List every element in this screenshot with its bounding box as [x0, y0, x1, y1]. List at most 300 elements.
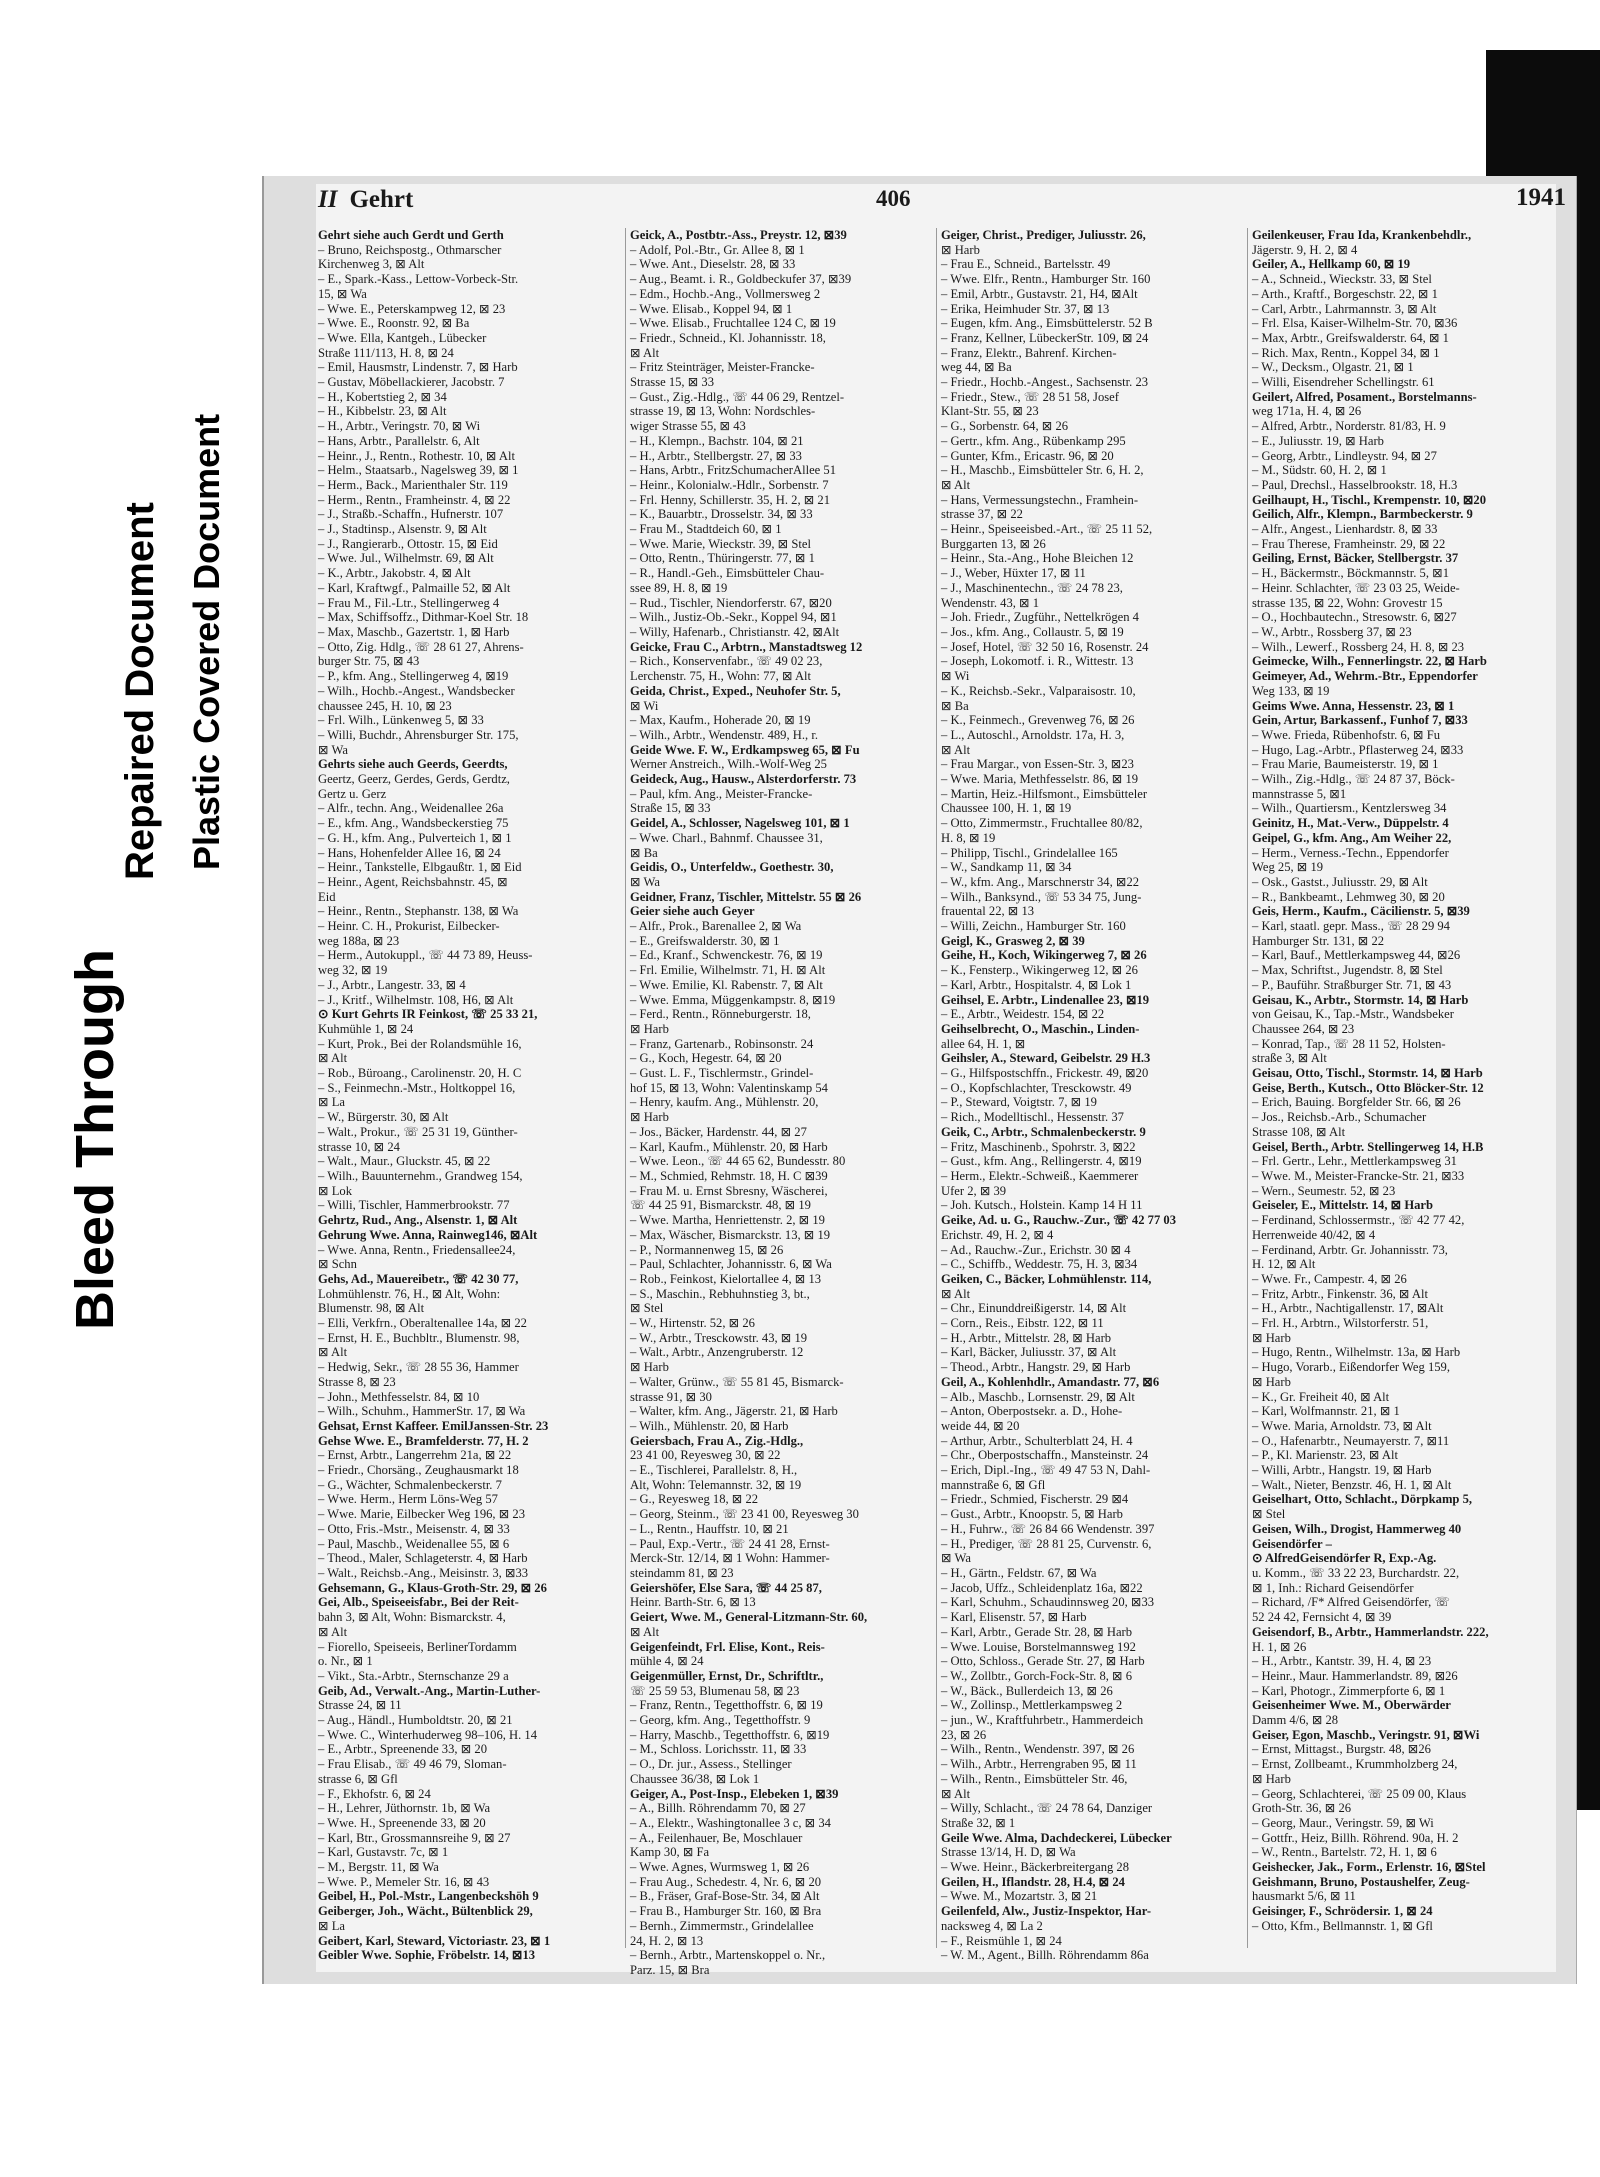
directory-entry: Geigenfeindt, Frl. Elise, Kont., Reis-: [630, 1639, 825, 1654]
directory-entry: – H., Arbtr., Stellbergstr. 27, ⊠ 33: [630, 448, 802, 463]
directory-entry: – Heinr., Kolonialw.-Hdlr., Sorbenstr. 7: [630, 477, 829, 492]
directory-entry: – W., Decksm., Olgastr. 21, ⊠ 1: [1252, 360, 1414, 375]
directory-entry: – Rob., Feinkost, Kielortallee 4, ⊠ 13: [630, 1271, 822, 1286]
directory-entry: – Rob., Büroang., Carolinenstr. 20, H. C: [318, 1066, 522, 1081]
directory-entry: – Aug., Beamt. i. R., Goldbeckufer 37, ⊠39: [630, 272, 852, 287]
directory-entry: Geike, Ad. u. G., Rauchw.-Zur., ☏ 42 77 03: [941, 1213, 1177, 1228]
directory-entry: weg 171a, H. 4, ⊠ 26: [1252, 404, 1362, 419]
directory-entry: – Theod., Arbtr., Hangstr. 29, ⊠ Harb: [941, 1360, 1131, 1375]
directory-entry: Gehse Wwe. E., Bramfelderstr. 77, H. 2: [318, 1433, 529, 1448]
directory-entry: – Willi, Eisendreher Schellingstr. 61: [1252, 375, 1435, 390]
directory-entry: strasse 10, ⊠ 24: [318, 1139, 400, 1154]
directory-entry: – Fiorello, Speiseeis, BerlinerTordamm: [318, 1639, 517, 1654]
directory-entry: Heinr. Barth-Str. 6, ⊠ 13: [630, 1595, 756, 1610]
directory-entry: H. 8, ⊠ 19: [941, 830, 996, 845]
directory-entry: ⊠ Lok: [318, 1183, 352, 1198]
directory-entry: 52 24 42, Fernsicht 4, ⊠ 39: [1252, 1610, 1392, 1625]
directory-entry: – Wwe. Maria, Arnoldstr. 73, ⊠ Alt: [1252, 1418, 1432, 1433]
directory-entry: – Bernh., Arbtr., Martenskoppel o. Nr.,: [630, 1948, 826, 1963]
directory-entry: Geick, A., Postbtr.-Ass., Preystr. 12, ⊠39: [630, 228, 847, 242]
directory-entry: – Walt., Reichsb.-Ang., Meisinstr. 3, ⊠33: [318, 1565, 529, 1580]
directory-entry: Gei, Alb., Speiseeisfabr., Bei der Reit-: [318, 1595, 519, 1610]
directory-entry: strasse 91, ⊠ 30: [630, 1389, 712, 1404]
directory-entry: – Frl. Gertr., Lehr., Mettlerkampsweg 31: [1252, 1154, 1457, 1169]
directory-entry: – Herm., Back., Marienthaler Str. 119: [318, 477, 508, 492]
directory-entry: Geier siehe auch Geyer: [630, 904, 755, 919]
directory-entry: – E., Arbtr., Weidestr. 154, ⊠ 22: [941, 1007, 1105, 1022]
directory-entry: – Wwe. M., Mozartstr. 3, ⊠ 21: [941, 1889, 1098, 1904]
directory-entry: – Wwe. E., Peterskampweg 12, ⊠ 23: [318, 301, 506, 316]
directory-entry: – Alfr., Angest., Lienhardstr. 8, ⊠ 33: [1252, 522, 1438, 537]
directory-entry: ⊠ Harb: [1252, 1330, 1291, 1345]
directory-entry: – Heinr. Schlachter, ☏ 23 03 25, Weide-: [1252, 580, 1460, 595]
directory-entry: hof 15, ⊠ 13, Wohn: Valentinskamp 54: [630, 1080, 828, 1095]
directory-entry: Erichstr. 49, H. 2, ⊠ 4: [941, 1227, 1054, 1242]
directory-entry: – Gust., kfm. Ang., Rellingerstr. 4, ⊠19: [941, 1154, 1142, 1169]
directory-entry: ⊠ Alt: [630, 1624, 660, 1639]
directory-entry: u. Komm., ☏ 33 22 23, Burchardstr. 22,: [1252, 1565, 1460, 1580]
directory-entry: – Frau M., Fil.-Ltr., Stellingerweg 4: [318, 595, 500, 610]
directory-entry: – Ed., Kranf., Schwenckestr. 76, ⊠ 19: [630, 948, 823, 963]
directory-entry: – Wilh., Justiz-Ob.-Sekr., Koppel 94, ⊠1: [630, 610, 837, 625]
directory-entry: Chaussee 264, ⊠ 23: [1252, 1021, 1355, 1036]
directory-entry: Geiberger, Joh., Wächt., Bültenblick 29,: [318, 1904, 533, 1919]
directory-entry: – O., Dr. jur., Assess., Stellinger: [630, 1757, 792, 1772]
directory-entry: strasse 19, ⊠ 13, Wohn: Nordschles-: [630, 404, 816, 419]
directory-entry: – G., Hilfspostschffn., Frickestr. 49, ⊠20: [941, 1066, 1149, 1081]
directory-entry: Ufer 2, ⊠ 39: [941, 1183, 1007, 1198]
directory-entry: – Rich., Konservenfabr., ☏ 49 02 23,: [630, 654, 823, 669]
directory-entry: – Franz, Elektr., Bahrenf. Kirchen-: [941, 345, 1117, 360]
directory-entry: Geertz, Geerz, Gerdes, Gerds, Gerdtz,: [318, 772, 510, 787]
directory-entry: – Karl, Gustavstr. 7c, ⊠ 1: [318, 1845, 449, 1860]
directory-entry: ⊠ Alt: [630, 345, 660, 360]
directory-entry: Wendenstr. 43, ⊠ 1: [941, 595, 1040, 610]
directory-entry: Straße 111/113, H. 8, ⊠ 24: [318, 345, 454, 360]
directory-entry: Geiler, A., Hellkamp 60, ⊠ 19: [1252, 257, 1411, 272]
directory-entry: – Vikt., Sta.-Arbtr., Sternschanze 29 a: [318, 1668, 509, 1683]
directory-entry: – Hans, Arbtr., FritzSchumacherAllee 51: [630, 463, 837, 478]
directory-entry: – Hedwig, Sekr., ☏ 28 55 36, Hammer: [318, 1360, 519, 1375]
directory-entry: – Hugo, Lag.-Arbtr., Pflasterweg 24, ⊠33: [1252, 742, 1464, 757]
directory-entry: – Heinr. C. H., Prokurist, Eilbecker-: [318, 919, 500, 934]
directory-entry: – K., Fensterp., Wikingerweg 12, ⊠ 26: [941, 963, 1138, 978]
directory-entry: – Georg, Maur., Veringstr. 59, ⊠ Wi: [1252, 1815, 1434, 1830]
page-number: 406: [876, 186, 911, 211]
directory-entry: – Gottfr., Heiz, Billh. Röhrend. 90a, H. 2: [1252, 1830, 1459, 1845]
directory-entry: ⊠ Alt: [318, 1624, 348, 1639]
directory-entry: – Fritz, Arbtr., Finkenstr. 36, ⊠ Alt: [1252, 1286, 1429, 1301]
directory-entry: – Rud., Tischler, Niendorferstr. 67, ⊠20: [630, 595, 832, 610]
directory-entry: – Frau Therese, Framheinstr. 29, ⊠ 22: [1252, 536, 1446, 551]
section-numeral: II: [318, 186, 338, 213]
directory-entry: Geisendörfer –: [1252, 1536, 1332, 1551]
directory-entry: – Paul, Drechsl., Hasselbrookstr. 18, H.3: [1252, 477, 1458, 492]
directory-entry: Geideck, Aug., Hausw., Alsterdorferstr. 73: [630, 772, 857, 787]
directory-entry: Alt, Wohn: Telemannstr. 32, ⊠ 19: [630, 1477, 802, 1492]
directory-entry: Geisau, Otto, Tischl., Stormstr. 14, ⊠ Harb: [1252, 1066, 1483, 1081]
directory-entry: – E., Spark.-Kass., Lettow-Vorbeck-Str.: [318, 272, 519, 287]
directory-entry: – Gust., Zig.-Hdlg., ☏ 44 06 29, Rentzel-: [630, 389, 845, 404]
directory-entry: – W., Zollinsp., Mettlerkampsweg 2: [941, 1698, 1123, 1713]
directory-entry: – jun., W., Kraftfuhrbetr., Hammerdeich: [941, 1713, 1144, 1728]
directory-entry: steindamm 81, ⊠ 23: [630, 1565, 734, 1580]
directory-entry: – H., Arbtr., Kantstr. 39, H. 4, ⊠ 23: [1252, 1654, 1432, 1669]
directory-entry: – J., Weber, Hüxter 17, ⊠ 11: [941, 566, 1086, 581]
directory-entry: – Alfr., techn. Ang., Weidenallee 26a: [318, 801, 504, 816]
directory-entry: – Erich, Dipl.-Ing., ☏ 49 47 53 N, Dahl-: [941, 1463, 1151, 1478]
directory-entry: – Friedr., Schneid., Kl. Johannisstr. 18,: [630, 330, 826, 345]
directory-entry: burger Str. 75, ⊠ 43: [318, 654, 420, 669]
directory-entry: – Gust., Arbtr., Knoopstr. 5, ⊠ Harb: [941, 1507, 1123, 1522]
directory-entry: allee 64, H. 1, ⊠: [941, 1036, 1026, 1051]
directory-entry: – Erika, Heimhuder Str. 37, ⊠ 13: [941, 301, 1110, 316]
directory-entry: ⊠ Harb: [630, 1360, 669, 1375]
directory-entry: – Helm., Staatsarb., Nagelsweg 39, ⊠ 1: [318, 463, 519, 478]
directory-entry: – Heinr., Agent, Reichsbahnstr. 45, ⊠: [318, 874, 508, 889]
directory-entry: Geiser, Egon, Maschb., Veringstr. 91, ⊠Wi: [1252, 1727, 1480, 1742]
directory-entry: ⊠ Alt: [941, 1286, 971, 1301]
directory-entry: Geiert, Wwe. M., General-Litzmann-Str. 60,: [630, 1610, 868, 1625]
directory-entry: – Wwe. Marie, Eilbecker Weg 196, ⊠ 23: [318, 1507, 526, 1522]
directory-entry: – Wwe. Elfr., Rentn., Hamburger Str. 160: [941, 272, 1151, 287]
directory-entry: – Wwe. Emma, Müggenkampstr. 8, ⊠19: [630, 992, 836, 1007]
directory-entry: mühle 4, ⊠ 24: [630, 1654, 704, 1669]
directory-entry: Geisen, Wilh., Drogist, Hammerweg 40: [1252, 1521, 1462, 1536]
directory-entry: – Friedr., Hochb.-Angest., Sachsenstr. 23: [941, 375, 1149, 390]
directory-entry: – Frau M., Stadtdeich 60, ⊠ 1: [630, 522, 782, 537]
repaired-document-label: Repaired Document: [118, 502, 162, 880]
directory-entry: – J., Straßb.-Schaffn., Hufnerstr. 107: [318, 507, 504, 522]
directory-entry: Geinitz, H., Mat.-Verw., Düppelstr. 4: [1252, 816, 1449, 831]
directory-entry: – Walt., Nieter, Benzstr. 46, H. 1, ⊠ Alt: [1252, 1477, 1452, 1492]
directory-entry: Damm 4/6, ⊠ 28: [1252, 1713, 1339, 1728]
directory-entry: – O., Hafenarbtr., Neumayerstr. 7, ⊠11: [1252, 1433, 1450, 1448]
directory-entry: Gehs, Ad., Mauereibetr., ☏ 42 30 77,: [318, 1271, 519, 1286]
directory-entry: – Rich., Modelltischl., Hessenstr. 37: [941, 1110, 1124, 1125]
directory-entry: – Wwe. Frieda, Rübenhofstr. 6, ⊠ Fu: [1252, 727, 1441, 742]
directory-entry: – E., Greifswalderstr. 30, ⊠ 1: [630, 933, 780, 948]
directory-entry: – K., Gr. Freiheit 40, ⊠ Alt: [1252, 1389, 1390, 1404]
directory-entry: – Georg, Steinm., ☏ 23 41 00, Reyesweg 30: [630, 1507, 859, 1522]
directory-entry: Geidel, A., Schlosser, Nagelsweg 101, ⊠ 1: [630, 816, 850, 831]
directory-entry: bahn 3, ⊠ Alt, Wohn: Bismarckstr. 4,: [318, 1610, 506, 1625]
page-body: [316, 184, 1566, 1977]
directory-entry: – A., Elektr., Washingtonallee 3 c, ⊠ 34: [630, 1815, 831, 1830]
directory-entry: – Frau Margar., von Essen-Str. 3, ⊠23: [941, 757, 1134, 772]
directory-entry: hausmarkt 5/6, ⊠ 11: [1252, 1889, 1356, 1904]
directory-entry: Geil, A., Kohlenhdlr., Amandastr. 77, ⊠6: [941, 1374, 1160, 1389]
directory-entry: Werner Anstreich., Wilh.-Wolf-Weg 25: [630, 757, 827, 772]
directory-entry: – M., Südstr. 60, H. 2, ⊠ 1: [1252, 463, 1387, 478]
directory-entry: straße 3, ⊠ Alt: [1252, 1051, 1327, 1066]
directory-entry: Geilert, Alfred, Posament., Borstelmanns-: [1252, 389, 1477, 404]
directory-entry: Geik, C., Arbtr., Schmalenbeckerstr. 9: [941, 1124, 1146, 1139]
directory-entry: Chaussee 100, H. 1, ⊠ 19: [941, 801, 1072, 816]
directory-entry: weg 32, ⊠ 19: [318, 963, 388, 978]
directory-entry: Geib, Ad., Verwalt.-Ang., Martin-Luther-: [318, 1683, 541, 1698]
directory-entry: – H., Maschb., Eimsbütteler Str. 6, H. 2,: [941, 463, 1144, 478]
bleed-through-label: Bleed Through: [65, 949, 125, 1330]
directory-entry: – Wwe. Anna, Rentn., Friedensallee24,: [318, 1242, 516, 1257]
directory-entry: – K., Arbtr., Jakobstr. 4, ⊠ Alt: [318, 566, 471, 581]
directory-entry: Strasse 13/14, H. D, ⊠ Wa: [941, 1845, 1076, 1860]
directory-entry: Blumenstr. 98, ⊠ Alt: [318, 1301, 425, 1316]
directory-entry: – Ferdinand, Schlossermstr., ☏ 42 77 42,: [1252, 1213, 1465, 1228]
directory-entry: 23 41 00, Reyesweg 30, ⊠ 22: [630, 1448, 781, 1463]
directory-entry: strasse 6, ⊠ Gfl: [318, 1771, 398, 1786]
directory-entry: – O., Hochbautechn., Stresowstr. 6, ⊠27: [1252, 610, 1457, 625]
directory-entry: Kamp 30, ⊠ Fa: [630, 1845, 710, 1860]
directory-entry: Geishecker, Jak., Form., Erlenstr. 16, ⊠Stel: [1252, 1860, 1486, 1875]
directory-entry: Geimecke, Wilh., Fennerlingstr. 22, ⊠ Harb: [1252, 654, 1487, 669]
directory-entry: – J., Maschinentechn., ☏ 24 78 23,: [941, 580, 1123, 595]
directory-entry: – Georg, kfm. Ang., Tegetthoffstr. 9: [630, 1713, 811, 1728]
year: 1941: [1516, 184, 1566, 211]
directory-entry: Hamburger Str. 131, ⊠ 22: [1252, 933, 1385, 948]
directory-entry: – G., Sorbenstr. 64, ⊠ 26: [941, 419, 1069, 434]
header-name: Gehrt: [349, 186, 414, 213]
column-rule: [625, 228, 626, 1948]
directory-entry: weg 188a, ⊠ 23: [318, 933, 400, 948]
directory-entry: – Wilh., Zig.-Hdlg., ☏ 24 87 37, Böck-: [1252, 772, 1455, 787]
directory-entry: – Herm., Autokuppl., ☏ 44 73 89, Heuss-: [318, 948, 533, 963]
directory-entry: – Willi, Buchdr., Ahrensburger Str. 175,: [318, 727, 519, 742]
directory-entry: – Alb., Maschb., Lornsenstr. 29, ⊠ Alt: [941, 1389, 1135, 1404]
directory-entry: – Frau M. u. Ernst Sbresny, Wäscherei,: [630, 1183, 828, 1198]
directory-entry: – Franz, Kellner, LübeckerStr. 109, ⊠ 24: [941, 330, 1149, 345]
directory-entry: – Willy, Schlacht., ☏ 24 78 64, Danziger: [941, 1801, 1153, 1816]
directory-entry: – Ernst, Arbtr., Langerrehm 21a, ⊠ 22: [318, 1448, 512, 1463]
directory-entry: – Frau E., Schneid., Bartelsstr. 49: [941, 257, 1111, 272]
directory-entry: Geigl, K., Grasweg 2, ⊠ 39: [941, 933, 1085, 948]
directory-entry: – Gustav, Möbellackierer, Jacobstr. 7: [318, 375, 505, 390]
directory-entry: – Franz, Gartenarb., Robinsonstr. 24: [630, 1036, 814, 1051]
directory-entry: – Ferd., Rentn., Rönneburgerstr. 18,: [630, 1007, 811, 1022]
scan-edge-top-right: [1486, 50, 1600, 178]
directory-entry: – Carl, Arbtr., Lahrmannstr. 3, ⊠ Alt: [1252, 301, 1437, 316]
directory-entry: ⊙ Kurt Gehrts IR Feinkost, ☏ 25 33 21,: [318, 1007, 538, 1022]
directory-entry: ⊠ La: [318, 1095, 345, 1110]
directory-entry: chaussee 245, H. 10, ⊠ 23: [318, 698, 452, 713]
directory-entry: Geishmann, Bruno, Postaushelfer, Zeug-: [1252, 1874, 1470, 1889]
column-2: [630, 228, 928, 1977]
directory-entry: strasse 37, ⊠ 22: [941, 507, 1023, 522]
directory-entry: – Josef, Hotel, ☏ 32 50 16, Rosenstr. 24: [941, 639, 1149, 654]
directory-entry: Geimeyer, Ad., Wehrm.-Btr., Eppendorfer: [1252, 669, 1478, 684]
directory-entry: – A., Schneid., Wieckstr. 33, ⊠ Stel: [1252, 272, 1432, 287]
directory-entry: – H., Arbtr., Mittelstr. 28, ⊠ Harb: [941, 1330, 1112, 1345]
directory-entry: – Wwe. Leon., ☏ 44 65 62, Bundesstr. 80: [630, 1154, 846, 1169]
directory-entry: ⊠ Alt: [941, 1786, 971, 1801]
running-head: [318, 186, 413, 214]
directory-entry: – Heinr., Rentn., Stephanstr. 138, ⊠ Wa: [318, 904, 519, 919]
directory-entry: – Heinr., J., Rentn., Rothestr. 10, ⊠ Alt: [318, 448, 516, 463]
directory-entry: – Osk., Gastst., Juliusstr. 29, ⊠ Alt: [1252, 874, 1428, 889]
directory-entry: – Otto, Kfm., Bellmannstr. 1, ⊠ Gfl: [1252, 1918, 1433, 1933]
directory-entry: Geiger, A., Post-Insp., Elebeken 1, ⊠39: [630, 1786, 839, 1801]
directory-entry: ⊠ Alt: [941, 477, 971, 492]
directory-entry: – Friedr., Chorsäng., Zeughausmarkt 18: [318, 1463, 519, 1478]
column-3: [941, 228, 1239, 1963]
directory-entry: – Wern., Seumestr. 52, ⊠ 23: [1252, 1183, 1396, 1198]
directory-entry: – Frl. Elsa, Kaiser-Wilhelm-Str. 70, ⊠36: [1252, 316, 1458, 331]
directory-entry: Parz. 15, ⊠ Bra: [630, 1962, 710, 1977]
directory-entry: – Max, Arbtr., Greifswalderstr. 64, ⊠ 1: [1252, 330, 1449, 345]
directory-entry: – Corn., Reis., Eibstr. 122, ⊠ 11: [941, 1316, 1104, 1331]
directory-entry: ⊠ Wi: [941, 669, 970, 684]
directory-entry: – H., Lehrer, Jüthornstr. 1b, ⊠ Wa: [318, 1801, 491, 1816]
directory-entry: – Frau Aug., Schedestr. 4, Nr. 6, ⊠ 20: [630, 1874, 822, 1889]
directory-entry: – Wilh., Arbtr., Wendenstr. 489, H., r.: [630, 727, 818, 742]
directory-entry: – Heinr., Speiseeisbed.-Art., ☏ 25 11 52,: [941, 522, 1153, 537]
directory-entry: Burggarten 13, ⊠ 26: [941, 536, 1046, 551]
directory-entry: – Max, Schriftst., Jugendstr. 8, ⊠ Stel: [1252, 963, 1443, 978]
directory-entry: Geidis, O., Unterfeldw., Goethestr. 30,: [630, 860, 834, 875]
directory-entry: ⊠ Alt: [941, 742, 971, 757]
directory-entry: Geide Wwe. F. W., Erdkampsweg 65, ⊠ Fu: [630, 742, 860, 757]
directory-entry: – H., Fuhrw., ☏ 26 84 66 Wendenstr. 397: [941, 1521, 1155, 1536]
directory-entry: H. 1, ⊠ 26: [1252, 1639, 1307, 1654]
directory-entry: – Jacob, Uffz., Schleidenplatz 16a, ⊠22: [941, 1580, 1143, 1595]
directory-entry: – G., Koch, Hegestr. 64, ⊠ 20: [630, 1051, 782, 1066]
directory-entry: – K., Feinmech., Grevenweg 76, ⊠ 26: [941, 713, 1135, 728]
directory-entry: – Wwe. Herm., Herm Löns-Weg 57: [318, 1492, 498, 1507]
directory-entry: Geiershöfer, Else Sara, ☏ 44 25 87,: [630, 1580, 822, 1595]
directory-entry: – E., Tischlerei, Parallelstr. 8, H.,: [630, 1463, 798, 1478]
directory-entry: – W., Rentn., Bartelstr. 72, H. 1, ⊠ 6: [1252, 1845, 1437, 1860]
directory-entry: ☏ 44 25 91, Bismarckstr. 48, ⊠ 19: [630, 1198, 811, 1213]
directory-entry: – Wwe. Marie, Wieckstr. 39, ⊠ Stel: [630, 536, 811, 551]
directory-entry: ⊠ Wi: [630, 698, 659, 713]
directory-entry: – Richard, /F* Alfred Geisendörfer, ☏: [1252, 1595, 1451, 1610]
directory-entry: – H., Gärtn., Feldstr. 67, ⊠ Wa: [941, 1565, 1097, 1580]
directory-entry: Geihselbrecht, O., Maschin., Linden-: [941, 1021, 1140, 1036]
directory-entry: 15, ⊠ Wa: [318, 286, 367, 301]
directory-entry: – Frau B., Hamburger Str. 160, ⊠ Bra: [630, 1904, 822, 1919]
directory-entry: Jägerstr. 9, H. 2, ⊠ 4: [1252, 242, 1358, 257]
directory-entry: Strasse 24, ⊠ 11: [318, 1698, 402, 1713]
directory-entry: ⊠ Alt: [318, 1051, 348, 1066]
directory-entry: – Chr., Oberpostschaffn., Mansteinstr. 24: [941, 1448, 1149, 1463]
directory-entry: – Wilh., Arbtr., Herrengraben 95, ⊠ 11: [941, 1757, 1137, 1772]
directory-entry: Weg 133, ⊠ 19: [1252, 683, 1330, 698]
directory-entry: – Paul, Schlachter, Johannisstr. 6, ⊠ Wa: [630, 1257, 832, 1272]
directory-entry: Geise, Berth., Kutsch., Otto Blöcker-Str. 12: [1252, 1080, 1484, 1095]
directory-entry: – Otto, Rentn., Thüringerstr. 77, ⊠ 1: [630, 551, 815, 566]
directory-entry: – John., Methfesselstr. 84, ⊠ 10: [318, 1389, 480, 1404]
directory-entry: – Arth., Kraftf., Borgeschstr. 22, ⊠ 1: [1252, 286, 1438, 301]
directory-entry: – Walter, kfm. Ang., Jägerstr. 21, ⊠ Harb: [630, 1404, 838, 1419]
directory-entry: Herrenweide 40/42, ⊠ 4: [1252, 1227, 1376, 1242]
directory-entry: Strasse 108, ⊠ Alt: [1252, 1124, 1346, 1139]
directory-entry: Geilenkeuser, Frau Ida, Krankenbehdlr.,: [1252, 228, 1472, 242]
directory-entry: – Max, Schiffsoffz., Dithmar-Koel Str. 18: [318, 610, 529, 625]
directory-entry: Geihsel, E. Arbtr., Lindenallee 23, ⊠19: [941, 992, 1150, 1007]
directory-entry: – Willi, Arbtr., Hangstr. 19, ⊠ Harb: [1252, 1463, 1432, 1478]
directory-entry: Geilich, Alfr., Klempn., Barmbeckerstr. 9: [1252, 507, 1473, 522]
directory-entry: – Franz, Rentn., Tegetthoffstr. 6, ⊠ 19: [630, 1698, 823, 1713]
directory-entry: – E., Juliusstr. 19, ⊠ Harb: [1252, 433, 1384, 448]
directory-entry: – S., Feinmechn.-Mstr., Holtkoppel 16,: [318, 1080, 516, 1095]
directory-entry: o. Nr., ⊠ 1: [318, 1654, 373, 1669]
directory-entry: – Max, Wäscher, Bismarckstr. 13, ⊠ 19: [630, 1227, 831, 1242]
directory-entry: – Ernst, Mittagst., Burgstr. 48, ⊠26: [1252, 1742, 1431, 1757]
directory-entry: – Alfr., Prok., Barenallee 2, ⊠ Wa: [630, 919, 802, 934]
directory-entry: frauental 22, ⊠ 13: [941, 904, 1035, 919]
directory-entry: – Otto, Fris.-Mstr., Meisenstr. 4, ⊠ 33: [318, 1521, 510, 1536]
plastic-covered-label: Plastic Covered Document: [186, 413, 227, 870]
directory-entry: – Hans, Vermessungstechn., Framhein-: [941, 492, 1139, 507]
directory-entry: – Karl, Schuhm., Schaudinnsweg 20, ⊠33: [941, 1595, 1155, 1610]
directory-entry: – Wwe. H., Spreenende 33, ⊠ 20: [318, 1815, 486, 1830]
directory-entry: – Frl. Emilie, Wilhelmstr. 71, H. ⊠ Alt: [630, 963, 826, 978]
directory-entry: – Kurt, Prok., Bei der Rolandsmühle 16,: [318, 1036, 522, 1051]
directory-entry: – Herm., Elektr.-Schweiß., Kaemmerer: [941, 1169, 1139, 1183]
directory-entry: mannstrasse 5, ⊠1: [1252, 786, 1347, 801]
directory-entry: nacksweg 4, ⊠ La 2: [941, 1918, 1043, 1933]
directory-entry: – P., Kl. Marienstr. 23, ⊠ Alt: [1252, 1448, 1398, 1463]
directory-entry: – Joseph, Lokomotf. i. R., Wittestr. 13: [941, 654, 1134, 669]
directory-entry: – Wwe. Heinr., Bäckerbreitergang 28: [941, 1860, 1130, 1875]
directory-entry: Geibler Wwe. Sophie, Fröbelstr. 14, ⊠13: [318, 1948, 536, 1963]
directory-entry: – Hans, Hohenfelder Allee 16, ⊠ 24: [318, 845, 501, 860]
directory-entry: von Geisau, K., Tap.-Mstr., Wandsbeker: [1252, 1007, 1454, 1022]
directory-entry: Kirchenweg 3, ⊠ Alt: [318, 257, 425, 272]
directory-entry: – Wilh., Rentn., Eimsbütteler Str. 46,: [941, 1771, 1128, 1786]
directory-entry: – H., Arbtr., Veringstr. 70, ⊠ Wi: [318, 419, 481, 434]
directory-entry: – Walt., Prokur., ☏ 25 31 19, Günther-: [318, 1124, 518, 1139]
directory-entry: – W., Sandkamp 11, ⊠ 34: [941, 860, 1072, 875]
directory-entry: – S., Maschin., Rebhuhnstieg 3, bt.,: [630, 1286, 810, 1301]
directory-entry: ⊠ Wa: [630, 874, 660, 889]
directory-entry: – Gust. L. F., Tischlermstr., Grindel-: [630, 1066, 814, 1081]
directory-entry: Geilhaupt, H., Tischl., Krempenstr. 10, ⊠20: [1252, 492, 1487, 507]
directory-entry: Eid: [318, 889, 336, 904]
directory-entry: – A., Billh. Röhrendamm 70, ⊠ 27: [630, 1801, 806, 1816]
directory-entry: Geigenmüller, Ernst, Dr., Schriftltr.,: [630, 1668, 824, 1683]
directory-entry: – Wwe. Ella, Kantgeh., Lübecker: [318, 330, 487, 345]
directory-entry: Geiger, Christ., Prediger, Juliusstr. 26,: [941, 228, 1146, 242]
directory-entry: Geile Wwe. Alma, Dachdeckerei, Lübecker: [941, 1830, 1172, 1845]
directory-entry: – Wwe. M., Meister-Francke-Str. 21, ⊠33: [1252, 1169, 1465, 1183]
directory-entry: Geida, Christ., Exped., Neuhofer Str. 5,: [630, 683, 841, 698]
directory-entry: – Otto, Zig. Hdlg., ☏ 28 61 27, Ahrens-: [318, 639, 524, 654]
directory-entry: – Henry, kaufm. Ang., Mühlenstr. 20,: [630, 1095, 819, 1110]
directory-entry: Groth-Str. 36, ⊠ 26: [1252, 1801, 1352, 1816]
directory-entry: Strasse 15, ⊠ 33: [630, 375, 715, 390]
directory-entry: mannstraße 6, ⊠ Gfl: [941, 1477, 1046, 1492]
directory-entry: – G., Reyesweg 18, ⊠ 22: [630, 1492, 759, 1507]
directory-entry: – Rich. Max, Rentn., Koppel 34, ⊠ 1: [1252, 345, 1440, 360]
directory-entry: – Eugen, kfm. Ang., Eimsbüttelerstr. 52 B: [941, 316, 1153, 331]
directory-entry: – Frau Elisab., ☏ 49 46 79, Sloman-: [318, 1757, 507, 1772]
directory-entry: – P., kfm. Ang., Stellingerweg 4, ⊠19: [318, 669, 509, 684]
directory-entry: – J., Arbtr., Langestr. 33, ⊠ 4: [318, 977, 466, 992]
directory-entry: ⊠ Stel: [1252, 1507, 1286, 1522]
column-rule: [1247, 228, 1248, 1948]
directory-entry: Gehrung Wwe. Anna, Rainweg146, ⊠Alt: [318, 1227, 538, 1242]
directory-entry: – Otto, Schloss., Gerade Str. 27, ⊠ Harb: [941, 1654, 1145, 1669]
directory-entry: – W., Bäck., Bullerdeich 13, ⊠ 26: [941, 1683, 1113, 1698]
directory-entry: Geiken, C., Bäcker, Lohmühlenstr. 114,: [941, 1271, 1152, 1286]
directory-entry: Gehsat, Ernst Kaffeer. EmilJanssen-Str. 23: [318, 1418, 549, 1433]
directory-entry: – Chr., Einunddreißigerstr. 14, ⊠ Alt: [941, 1301, 1127, 1316]
directory-entry: – Otto, Zimmermstr., Fruchtallee 80/82,: [941, 816, 1143, 831]
directory-entry: – P., Steward, Voigtstr. 7, ⊠ 19: [941, 1095, 1097, 1110]
directory-entry: – Wilh., Quartiersm., Kentzlersweg 34: [1252, 801, 1447, 816]
directory-entry: – H., Kobertstieg 2, ⊠ 34: [318, 389, 447, 404]
